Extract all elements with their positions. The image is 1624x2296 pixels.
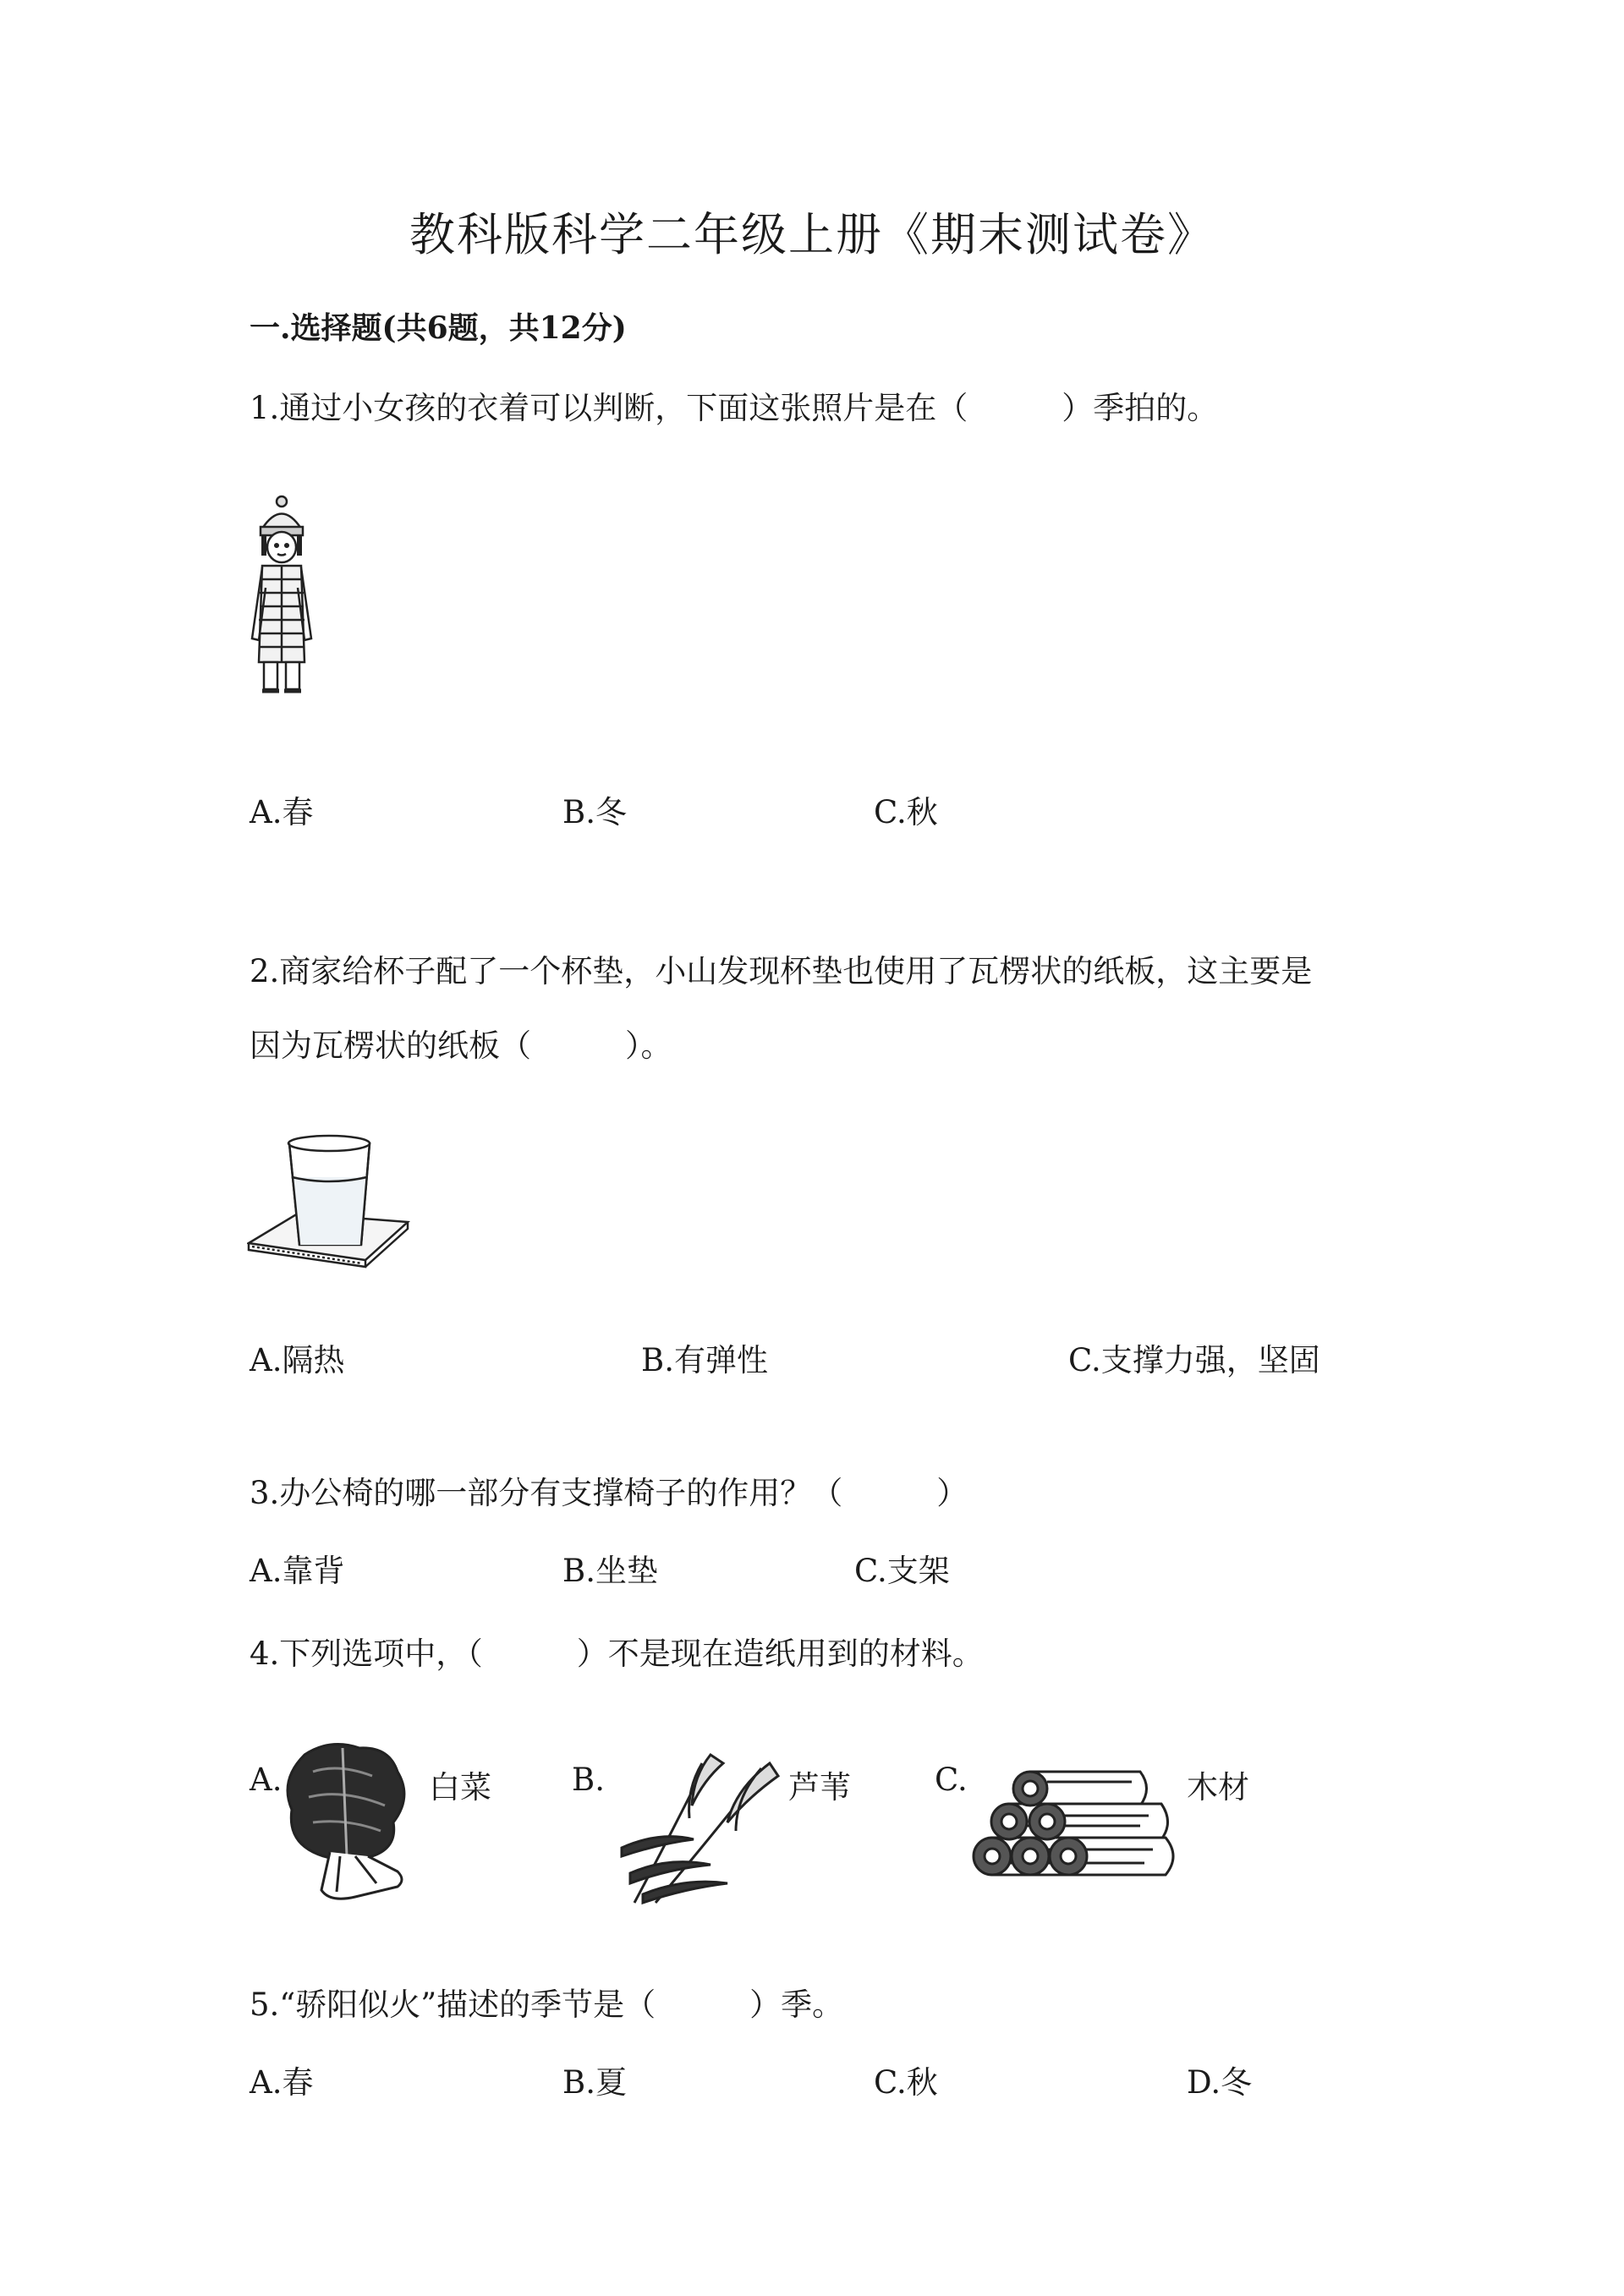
- reed-image: [609, 1738, 787, 1907]
- q4-option-c-label[interactable]: 木材: [1187, 1769, 1249, 1806]
- q5-option-d[interactable]: D.冬: [1187, 2064, 1253, 2101]
- question-4-stem: 4.下列选项中，（ ）不是现在造纸用到的材料。: [250, 1636, 984, 1672]
- q3-option-c[interactable]: C.支架: [854, 1553, 950, 1589]
- q3-option-b[interactable]: B.坐垫: [562, 1553, 658, 1589]
- cabbage-image: [279, 1738, 414, 1907]
- q4-option-b-label[interactable]: 芦苇: [788, 1769, 851, 1806]
- question-2-stem-line-2: 因为瓦楞状的纸板（ ）。: [250, 1027, 672, 1064]
- section-heading: 一.选择题(共6题，共12分): [250, 310, 627, 346]
- girl-in-winter-coat-image: [244, 495, 320, 698]
- q2-option-b[interactable]: B.有弹性: [641, 1342, 768, 1378]
- q5-option-c[interactable]: C.秋: [874, 2064, 938, 2101]
- q1-option-c[interactable]: C.秋: [874, 794, 938, 830]
- q1-option-a[interactable]: A.春: [250, 794, 314, 830]
- q4-option-a-label[interactable]: 白菜: [429, 1769, 491, 1806]
- q1-option-b[interactable]: B.冬: [562, 794, 627, 830]
- q5-option-a[interactable]: A.春: [250, 2064, 314, 2101]
- q4-option-c-letter[interactable]: C.: [935, 1762, 968, 1798]
- page-title: 教科版科学二年级上册《期末测试卷》: [409, 208, 1215, 261]
- glass-on-coaster-image: [247, 1133, 416, 1277]
- q4-option-a-letter[interactable]: A.: [250, 1762, 283, 1798]
- logs-image: [971, 1763, 1182, 1890]
- q2-option-c[interactable]: C.支撑力强，坚固: [1068, 1342, 1320, 1378]
- question-2-stem-line-1: 2.商家给杯子配了一个杯垫，小山发现杯垫也使用了瓦楞状的纸板，这主要是: [250, 953, 1313, 989]
- question-5-stem: 5.“骄阳似火”描述的季节是（ ）季。: [250, 1986, 844, 2023]
- question-1-stem: 1.通过小女孩的衣着可以判断，下面这张照片是在（ ）季拍的。: [250, 390, 1219, 426]
- question-3-stem: 3.办公椅的哪一部分有支撑椅子的作用？（ ）: [250, 1475, 968, 1511]
- q5-option-b[interactable]: B.夏: [562, 2064, 627, 2101]
- q3-option-a[interactable]: A.靠背: [250, 1553, 345, 1589]
- q2-option-a[interactable]: A.隔热: [250, 1342, 345, 1378]
- q4-option-b-letter[interactable]: B.: [572, 1762, 605, 1798]
